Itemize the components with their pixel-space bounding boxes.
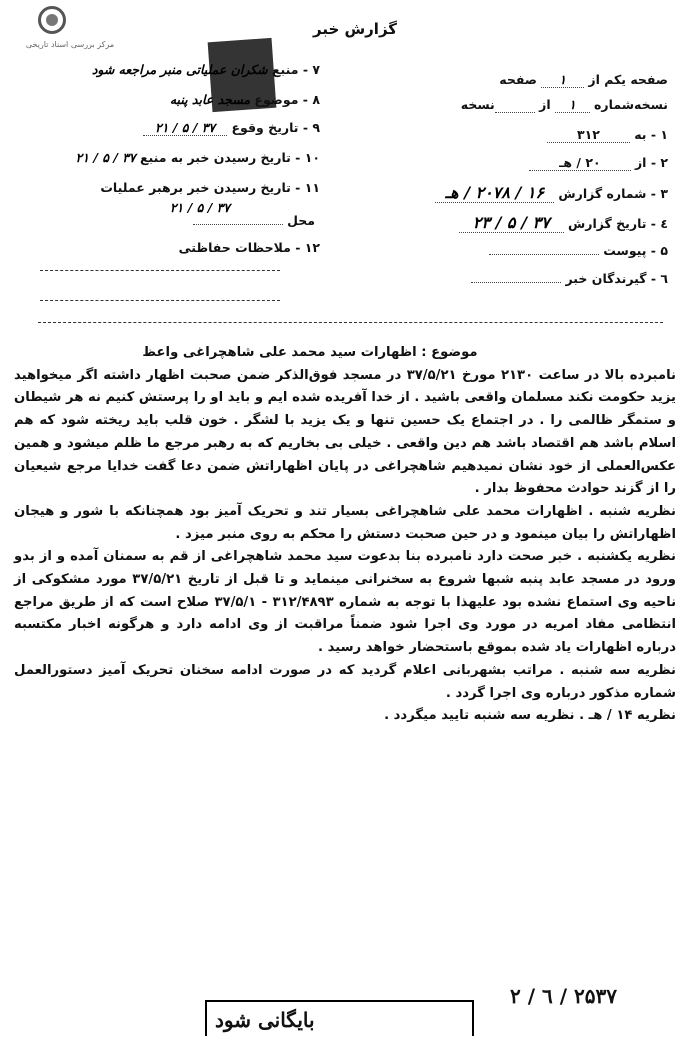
field-recipients xyxy=(471,271,668,286)
section-divider xyxy=(38,322,663,323)
archive-logo xyxy=(10,6,130,56)
field-label: محل xyxy=(287,213,315,228)
report-subject: موضوع : اظهارات سید محمد علی شاهچراغی واعظ xyxy=(142,345,478,360)
field-value: ۲۰ / هـ xyxy=(529,155,630,171)
field-label: ٤ - تاریخ گزارش xyxy=(568,216,668,231)
field-copy-number xyxy=(461,97,668,112)
archive-logo-caption: مرکز بررسی اسناد تاریخی xyxy=(25,40,115,49)
field-label: ۹ - تاریخ وقوع xyxy=(231,120,320,135)
field-label: ۱۲ - ملاحظات حفاظتی xyxy=(178,240,320,255)
field-label: صفحه یکم از xyxy=(588,72,668,87)
archive-box xyxy=(205,1000,474,1036)
archive-logo-icon xyxy=(38,6,66,34)
report-body xyxy=(14,342,676,728)
field-label: ۱ - به xyxy=(634,127,668,142)
field-security-notes xyxy=(179,240,320,255)
field-label: ۷ - منبع xyxy=(271,62,320,77)
report-paragraph: نظریه یکشنبه . خبر صحت دارد نامبرده بنا بدعوت سید محمد شاهچراغی از قم به سمنان آمده و از بدو ورود در مسجد عابد پنبه شبها شروع به سخنرانی مینماید و تا قبل از تاریخ ۳۷/۵/۲۱ مورد مشکوکی از ناحیه وی استماع نشده بود علیهذا با توجه به شماره ۳۱۲/۴۸۹۳ - ۳۷/۵/۱ صلاح است که از طریق مراجع انتظامی مفاد امریه در مورد وی اجرا شود ضمناً مراقبت از وی ادامه دارد و هرگونه اخبار مکتسبه درباره اظهارات یاد شده بموقع باستحضار خواهد رسید . xyxy=(14,549,677,656)
field-suffix: نسخه xyxy=(460,97,495,112)
dashed-line xyxy=(40,270,280,271)
field-value: ۳۷ / ۵ / ۲۱ xyxy=(143,120,227,136)
field-label: ۱۰ - تاریخ رسیدن خبر به منبع xyxy=(140,150,320,165)
field-label: نسخه‌شماره xyxy=(594,97,668,112)
field-report-number xyxy=(435,183,668,202)
field-location xyxy=(193,213,315,228)
field-to xyxy=(547,127,668,142)
footer-date: ۲ / ٦ / ۲۵۳۷ xyxy=(510,984,617,1008)
field-value: ۱ xyxy=(541,72,584,88)
report-paragraph: نامبرده بالا در ساعت ۲۱۳۰ مورخ ۳۷/۵/۲۱ در مسجد فوق‌الذکر ضمن صحبت اظهار داشته اگر میخواهید یزید حکومت نکند مسلمان واقعی باشید . از خدا آفریده شده ایم و باید او را پرستش کنیم نه هر شیطان و ستمگر ظالمی را . در اجتماع یک حسین تنها و یک یزید با لشگر . خون قلب باید ریخته شود که هم اسلام باشد هم اقتصاد باشد هم دین واقعی . خیلی بی بخاریم که به رهبر مرجع ما ظلم میشود و همین عکس‌العملی از خود نشان نمیدهیم شاهچراغی در پایان اظهاراتش ضمن دعا گفت خدایا مرجع شیعیان را از گزند حوادث محفوظ بدار . xyxy=(14,367,676,497)
field-suffix: صفحه xyxy=(499,72,537,87)
dashed-line xyxy=(40,300,280,301)
field-report-date xyxy=(459,213,668,232)
field-source xyxy=(92,62,320,77)
form-title: گزارش خبر xyxy=(312,20,398,38)
field-value: ۳۷ / ۵ / ۲۳ xyxy=(459,213,564,233)
field-attachment xyxy=(489,243,668,258)
field-label: ۵ - پیوست xyxy=(603,243,668,258)
field-mid: از xyxy=(539,97,551,112)
field-event-date xyxy=(143,120,320,135)
field-value: مسجد عابد پنبه xyxy=(169,92,251,107)
field-value: ۱۶ / ۲۰۷۸ / هـ xyxy=(435,183,554,203)
report-paragraph: نظریه ۱۴ / هـ . نظریه سه شنبه تایید میگردد . xyxy=(384,708,676,724)
field-from xyxy=(529,155,668,170)
field-value: ۳۷ / ۵ / ۲۱ xyxy=(75,150,136,165)
field-label: ۳ - شماره گزارش xyxy=(558,186,668,201)
field-label: ٦ - گیرندگان خبر xyxy=(565,271,668,286)
field-date-to-source xyxy=(76,150,321,165)
field-value: ۳۷ / ۵ / ۲۱ xyxy=(169,200,230,215)
field-subject xyxy=(170,92,320,107)
field-date-to-ops xyxy=(100,180,320,195)
field-label: ۸ - موضوع xyxy=(254,92,320,107)
field-value: شکران عملیاتی منبر مراجعه شود xyxy=(91,62,268,77)
archive-box-text: بایگانی شود xyxy=(215,1008,315,1032)
report-paragraph: نظریه شنبه . اظهارات محمد علی شاهچراغی بسیار تند و تحریک آمیز بود همچنانکه با شور و هیجان اظهاراتش را بیان مینمود و در حین صحبت دستش را محکم به روی منبر میزد . xyxy=(14,503,676,542)
field-label: ۲ - از xyxy=(634,155,668,170)
field-page xyxy=(499,72,668,87)
field-value: ۱ xyxy=(555,97,590,113)
report-paragraph: نظریه سه شنبه . مراتب بشهربانی اعلام گردید که در صورت ادامه سخنان تحریک آمیز دستورالعمل شماره مذکور درباره وی اجرا گردد . xyxy=(14,662,676,701)
field-label: ۱۱ - تاریخ رسیدن خبر برهبر عملیات xyxy=(100,180,320,195)
field-value: ۳۱۲ xyxy=(547,127,630,143)
